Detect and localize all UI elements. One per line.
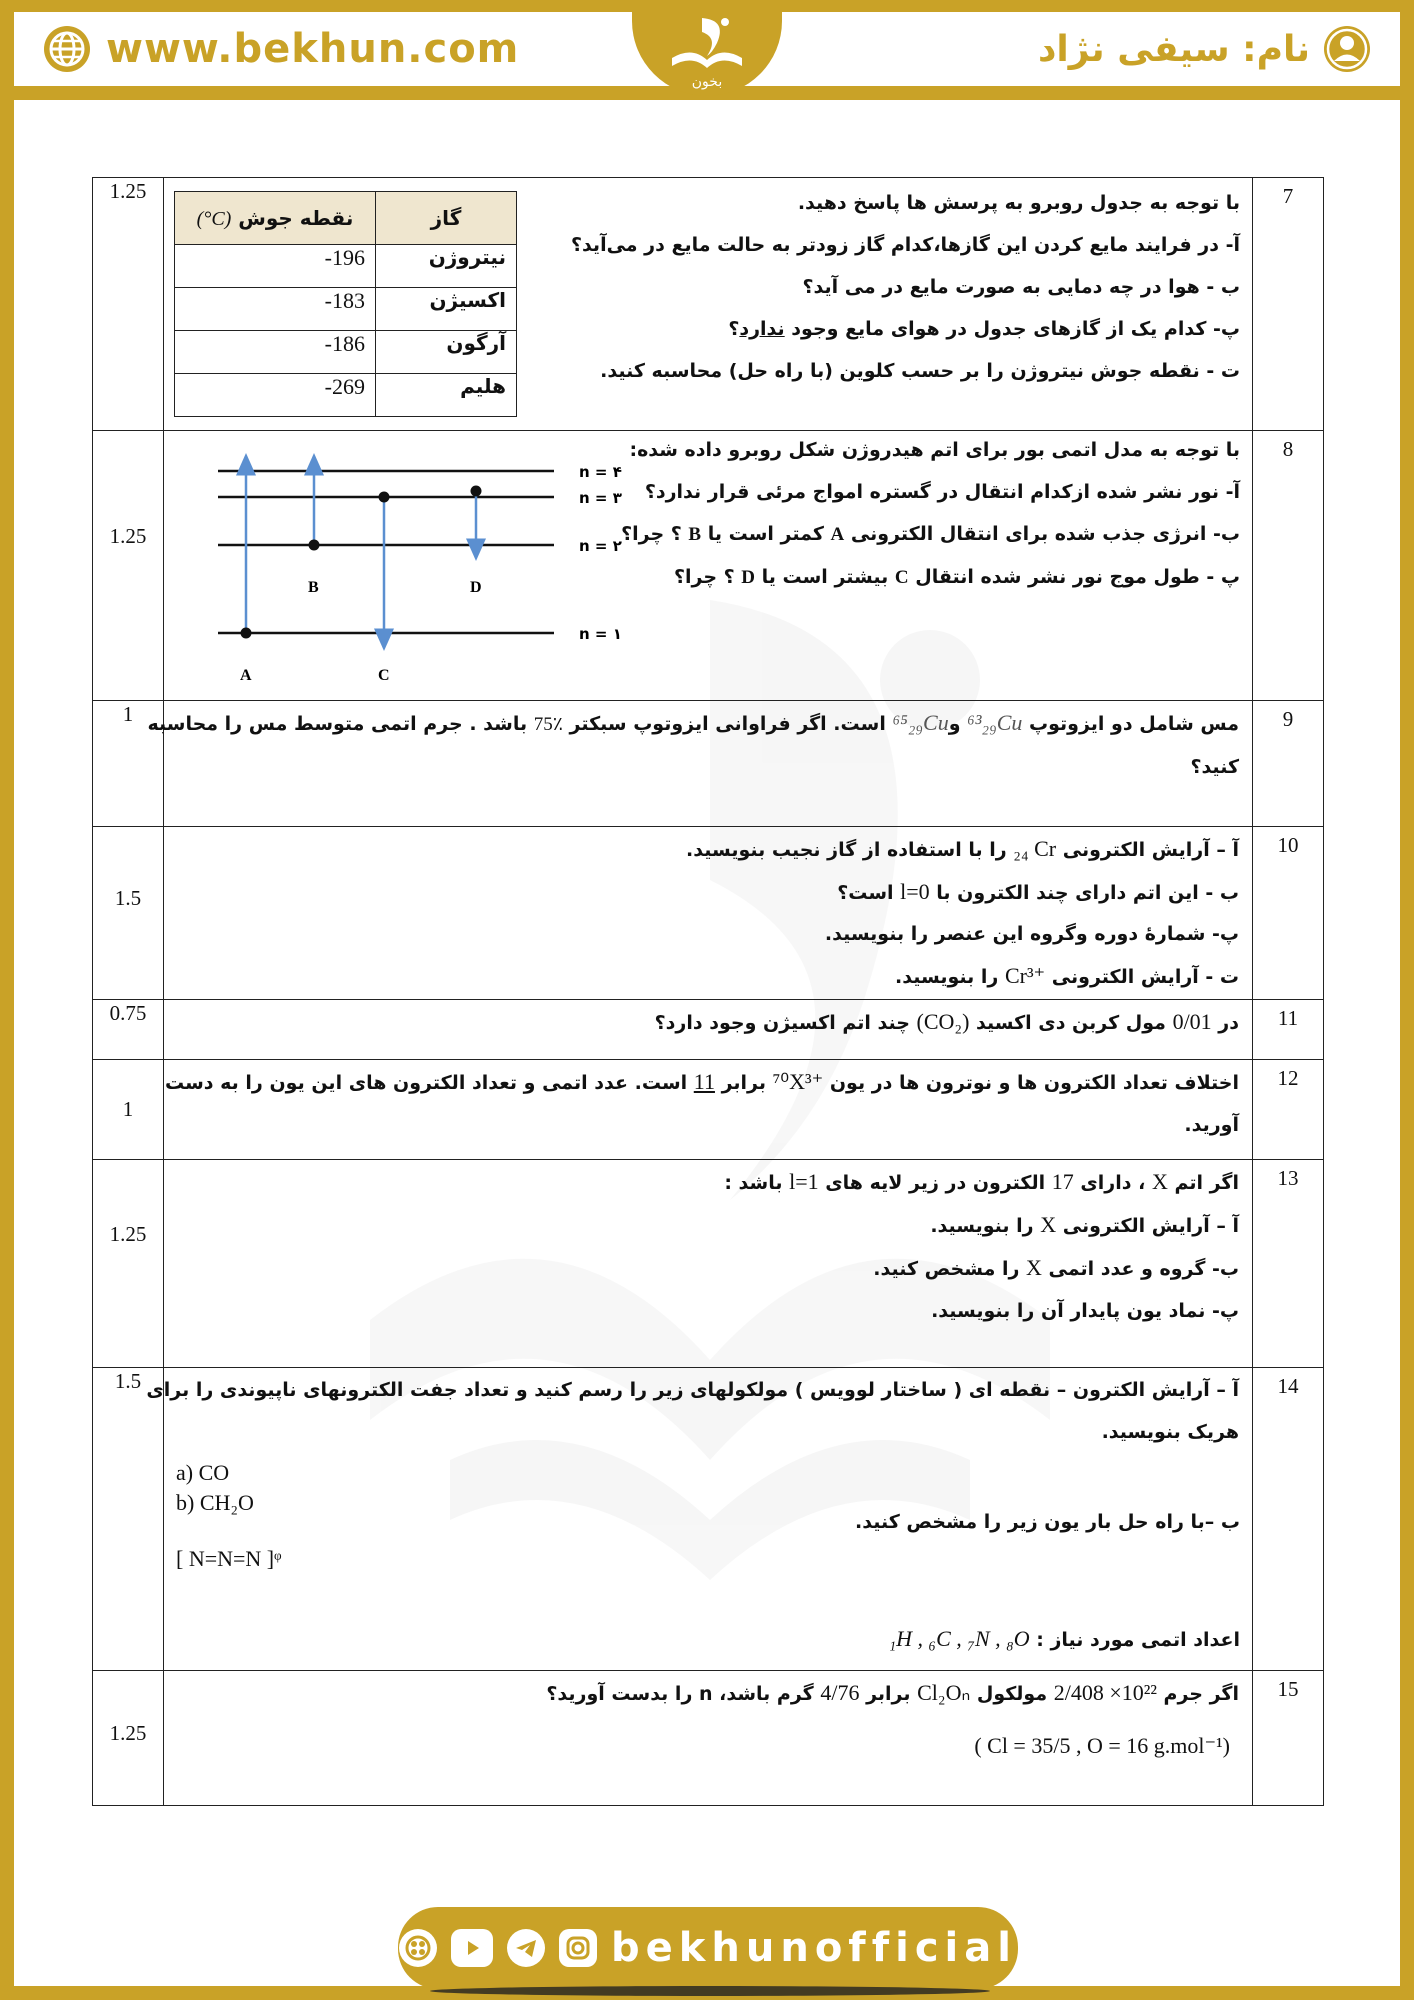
underlined-text: یون — [269, 1072, 305, 1094]
text: است؟ — [837, 882, 901, 904]
score: 1.25 — [109, 179, 147, 203]
gas-bp-value: -196 — [324, 245, 365, 270]
score-cell — [93, 178, 164, 431]
question-line — [177, 871, 1239, 914]
text: را مشخص کنید. — [873, 1258, 1027, 1280]
text: اگر جرم — [1156, 1683, 1239, 1705]
element-symbol: X — [1026, 1255, 1042, 1280]
question-line: ت - نقطه جوش نیتروژن را بر حسب کلوین (با راه حل) محاسبه کنید. — [600, 360, 1240, 382]
question-number: 11 — [1253, 1000, 1324, 1060]
question-content — [164, 178, 1253, 431]
question-line: با توجه به جدول روبرو به پرسش ها پاسخ دهید. — [797, 192, 1240, 214]
question-line: کنید؟ — [1190, 756, 1239, 778]
question-number: 10 — [1253, 827, 1324, 1000]
question-line: پ- شمارهٔ دوره وگروه این عنصر را بنویسید. — [824, 923, 1239, 945]
question-text — [165, 1001, 1251, 1044]
transition-ref: B — [688, 524, 702, 545]
text: اگر اتم — [1167, 1172, 1239, 1194]
gas-col-label: گاز — [430, 206, 462, 230]
chemical-formula: Cl₂Oₙ — [917, 1680, 971, 1705]
score-cell — [93, 1671, 164, 1806]
chemical-formula: (CO₂) — [916, 1009, 970, 1034]
gas-table — [174, 191, 517, 417]
text: اختلاف تعداد الکترون ها و نوترون ها در یون — [823, 1072, 1239, 1094]
question-line: آورید. — [1184, 1114, 1239, 1136]
question-line: آ – آرایش الکترون – نقطه ای ( ساختار لوویس ) مولکولهای زیر را رسم کنید و تعداد جفت الکترونهای ناپیوندی را برای — [146, 1379, 1239, 1401]
score: 1 — [122, 702, 134, 726]
text: است. اگر فراوانی ایزوتوپ سبکتر — [562, 713, 893, 735]
transition-label: C — [378, 667, 390, 684]
question-content — [147, 701, 1253, 827]
question-line: ب - هوا در چه دمایی به صورت مایع در می آید؟ — [802, 276, 1240, 298]
molecule-item: a) CO — [176, 1460, 230, 1485]
telegram-icon[interactable] — [507, 1929, 545, 1967]
question-line: آ- نور نشر شده ازکدام انتقال در گستره امواج مرئی قرار ندارد؟ — [644, 481, 1240, 503]
score: 1.25 — [109, 1221, 147, 1246]
question-number: 7 — [1253, 178, 1324, 431]
question-number: 13 — [1253, 1160, 1324, 1368]
electron-dot — [471, 486, 482, 497]
question-text — [165, 828, 1251, 998]
instagram-icon[interactable] — [559, 1929, 597, 1967]
question-row — [93, 1000, 1324, 1060]
question-text — [165, 1161, 1251, 1332]
question-line — [177, 1247, 1239, 1290]
quantum-number: l=0 — [900, 879, 930, 904]
text: را بنویسید. — [930, 1215, 1041, 1237]
question-line: پ- نماد یون پایدار آن را بنویسید. — [931, 1300, 1239, 1322]
amount-value: 0/01 — [1172, 1009, 1212, 1034]
underlined-text: ندارد — [739, 318, 785, 340]
gas-row — [175, 245, 517, 288]
text: ب- انرژی جذب شده برای انتقال الکترونی — [844, 523, 1240, 545]
question-number: 12 — [1253, 1060, 1324, 1160]
gas-bp-value: -186 — [324, 331, 365, 356]
score-cell — [93, 1160, 164, 1368]
globe-icon — [42, 24, 92, 74]
atomic-numbers: ₁H , ₆C , ₇N , ₈O — [888, 1626, 1030, 1651]
ion-symbol: Cr³⁺ — [1004, 963, 1046, 988]
score: 1.25 — [109, 1721, 147, 1745]
question-line — [888, 1618, 1240, 1661]
element-symbol: X — [1040, 1212, 1057, 1237]
transition-label: A — [240, 667, 252, 684]
text: ؟ چرا؟ — [673, 566, 742, 588]
question-line — [177, 1204, 1239, 1247]
difference-value: 11 — [693, 1069, 715, 1094]
book-logo-icon — [657, 8, 757, 88]
gas-row — [175, 374, 517, 417]
footer-social-bar[interactable] — [398, 1907, 1018, 1989]
question-text — [559, 182, 1252, 392]
social-handle[interactable]: bekhunofficial — [611, 1925, 1017, 1971]
electron-dot — [241, 628, 252, 639]
text: مس شامل دو ایزوتوپ — [1022, 713, 1239, 735]
gas-name: نیتروژن — [376, 245, 517, 288]
exam-table — [92, 177, 1324, 1806]
gas-row — [175, 288, 517, 331]
name-label: نام: سیفی نژاد — [1037, 28, 1310, 70]
aparat-icon[interactable] — [399, 1929, 437, 1967]
text: ، دارای — [1073, 1172, 1152, 1194]
bohr-diagram — [182, 435, 622, 695]
score-cell — [93, 431, 164, 701]
question-row — [93, 701, 1324, 827]
level-label: n = ۲ — [579, 537, 622, 555]
header-divider — [14, 96, 1400, 100]
text: ب - این اتم دارای چند الکترون با — [929, 882, 1239, 904]
question-line: ب –با راه حل بار یون زیر را مشخص کنید. — [855, 1511, 1240, 1533]
question-line — [177, 1161, 1239, 1204]
site-url[interactable]: www.bekhun.com — [106, 26, 520, 72]
score: 0.75 — [109, 1001, 147, 1025]
transition-label: D — [470, 579, 482, 596]
text: را به دست — [164, 1072, 270, 1094]
text: بیشتر است یا — [755, 566, 895, 588]
text: برابر — [859, 1683, 918, 1705]
element-symbol: X — [1151, 1169, 1168, 1194]
question-text — [146, 1369, 1251, 1453]
logo-text: بخون — [691, 74, 723, 90]
text: را بنویسید. — [895, 966, 1005, 988]
bp-col-label: نقطه جوش — [238, 205, 354, 230]
text: ؟ — [728, 318, 740, 340]
question-row — [93, 1160, 1324, 1368]
question-text — [843, 1501, 1252, 1543]
text: و — [948, 713, 968, 735]
text: مولکول — [970, 1683, 1054, 1705]
user-icon — [1322, 24, 1372, 74]
question-content — [164, 1671, 1253, 1806]
transition-ref: D — [741, 567, 756, 588]
gas-name: هلیم — [376, 374, 517, 417]
gas-name: اکسیژن — [376, 288, 517, 331]
question-line — [621, 556, 1240, 599]
score: 1 — [122, 1097, 134, 1121]
electron-dot — [379, 492, 390, 503]
question-row — [93, 1060, 1324, 1160]
text: پ - طول موج نور نشر شده انتقال — [908, 566, 1240, 588]
given-data: ( Cl = 35/5 , O = 16 g.mol⁻¹) — [974, 1733, 1230, 1758]
text: است. عدد اتمی و تعداد الکترون های این — [304, 1072, 694, 1094]
question-row — [93, 1368, 1324, 1671]
question-content — [164, 827, 1253, 1000]
level-label: n = ۳ — [579, 489, 622, 507]
text: ب- گروه و عدد اتمی — [1041, 1258, 1239, 1280]
question-text — [147, 702, 1251, 788]
question-row — [93, 1671, 1324, 1806]
bp-unit: (°C) — [196, 207, 232, 230]
text: پ- کدام یک از گازهای جدول در هوای مایع وجود — [784, 318, 1240, 340]
transition-label: B — [308, 579, 319, 596]
bp-col-header — [175, 192, 376, 245]
text: آ – آرایش الکترونی — [1056, 839, 1239, 861]
gas-name: آرگون — [376, 331, 517, 374]
question-line — [147, 702, 1239, 746]
electron-count: 17 — [1051, 1169, 1074, 1194]
score-cell — [93, 1368, 164, 1671]
footer-shadow — [430, 1986, 990, 1996]
gas-row — [175, 331, 517, 374]
question-number: 14 — [1253, 1368, 1324, 1671]
question-number: 15 — [1253, 1671, 1324, 1806]
question-content — [164, 431, 1253, 701]
molecule-item: b) CH₂O — [176, 1490, 254, 1515]
molecule-count: 2/408 ×10²² — [1053, 1680, 1157, 1705]
gas-bp — [175, 331, 376, 374]
text: باشد : — [724, 1172, 790, 1194]
question-content — [164, 1160, 1253, 1368]
text: چند اتم اکسیژن وجود دارد؟ — [654, 1012, 917, 1034]
gas-bp-value: -183 — [324, 288, 365, 313]
transition-ref: C — [894, 567, 909, 588]
text: برابر — [714, 1072, 773, 1094]
text: مول کربن دی اکسید — [969, 1012, 1173, 1034]
question-line — [571, 308, 1240, 350]
youtube-icon[interactable] — [451, 1929, 493, 1967]
question-text — [609, 429, 1252, 599]
ion-symbol: ⁷⁰X³⁺ — [772, 1069, 824, 1094]
score: 1.5 — [114, 886, 142, 910]
transition-ref: A — [830, 524, 845, 545]
question-line: با توجه به مدل اتمی بور برای اتم هیدروژن شکل روبرو داده شده: — [629, 439, 1240, 461]
mass-value: 4/76 — [820, 1680, 860, 1705]
text: ت - آرایش الکترونی — [1045, 966, 1239, 988]
text: را با استفاده از گاز نجیب بنویسید. — [686, 839, 1014, 861]
question-number: 8 — [1253, 431, 1324, 701]
question-text — [165, 1672, 1251, 1715]
question-row — [93, 431, 1324, 701]
electron-dot — [309, 540, 320, 551]
gas-bp — [175, 288, 376, 331]
text: آ – آرایش الکترونی — [1056, 1215, 1239, 1237]
quantum-number: l=1 — [789, 1169, 819, 1194]
question-line — [164, 1061, 1239, 1104]
level-label: n = ۱ — [579, 625, 622, 643]
score: 1.5 — [114, 1369, 142, 1393]
site-link[interactable] — [42, 26, 519, 72]
question-line — [177, 1001, 1239, 1044]
text: کمتر است یا — [701, 523, 831, 545]
question-line: هریک بنویسید. — [1101, 1421, 1239, 1443]
question-text — [876, 1618, 1252, 1661]
score: 1.25 — [109, 523, 147, 548]
score-cell — [93, 1000, 164, 1060]
question-row — [93, 827, 1324, 1000]
level-label: n = ۴ — [579, 463, 622, 481]
gas-bp — [175, 374, 376, 417]
question-line — [177, 1672, 1239, 1715]
text: اعداد اتمی مورد نیاز : — [1029, 1629, 1240, 1651]
question-line — [621, 513, 1240, 556]
element-symbol: ₂₄ Cr — [1013, 836, 1057, 861]
question-content — [164, 1000, 1253, 1060]
question-row — [93, 178, 1324, 431]
question-line — [177, 828, 1239, 871]
score-cell — [93, 1060, 164, 1160]
question-line — [177, 955, 1239, 998]
isotope-symbol: ⁶⁵₂₉Cu — [892, 710, 949, 735]
gas-col-header — [376, 192, 517, 245]
question-content — [164, 1060, 1253, 1160]
text: در — [1211, 1012, 1239, 1034]
student-name — [1038, 26, 1372, 72]
gas-bp-value: -269 — [324, 374, 365, 399]
question-content — [146, 1368, 1253, 1671]
text: ؟ چرا؟ — [621, 523, 689, 545]
question-number: 9 — [1253, 701, 1324, 827]
percent-value: 75٪ — [533, 714, 563, 735]
text: الکترون در زیر لایه های — [818, 1172, 1052, 1194]
gas-bp — [175, 245, 376, 288]
molecule-list — [176, 1458, 254, 1518]
isotope-symbol: ⁶³₂₉Cu — [967, 710, 1023, 735]
header-bar — [0, 0, 1414, 98]
text: باشد . جرم اتمی متوسط مس را محاسبه — [147, 713, 534, 735]
ion-formula: [ N=N=N ]ᵠ — [176, 1546, 282, 1571]
score-cell — [93, 827, 164, 1000]
question-text — [165, 1061, 1251, 1146]
question-line: آ- در فرایند مایع کردن این گازها،کدام گاز زودتر به حالت مایع در می‌آید؟ — [570, 234, 1240, 256]
text: گرم باشد، n را بدست آورید؟ — [546, 1683, 821, 1705]
